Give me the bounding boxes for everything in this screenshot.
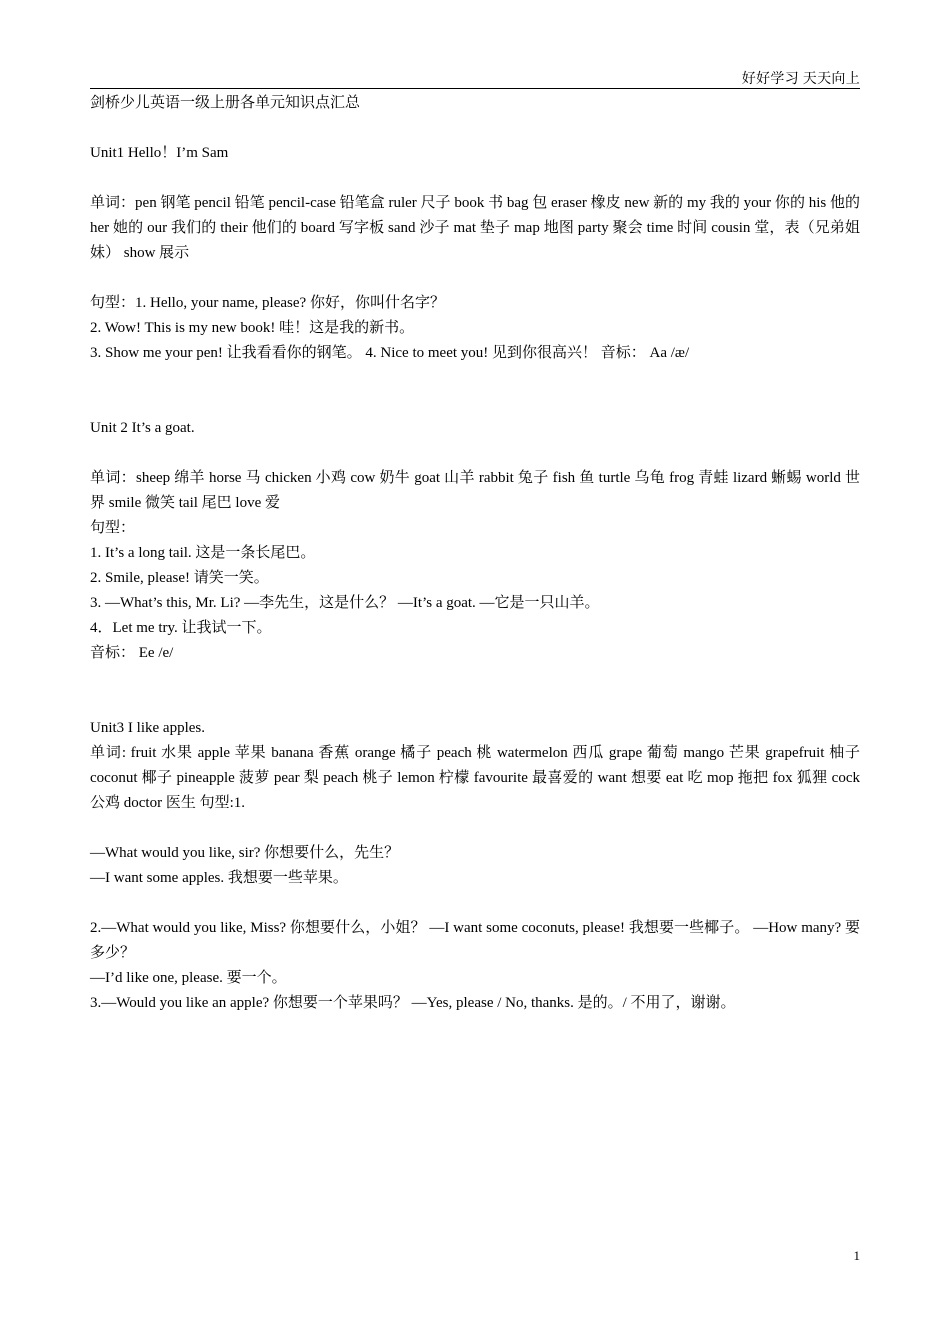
unit1-sentence-2: 2. Wow! This is my new book! 哇！这是我的新书。	[90, 320, 415, 336]
spacer	[90, 266, 860, 291]
unit1-sentence-1: 句型：1. Hello, your name, please? 你好，你叫什名字？	[90, 295, 445, 311]
spacer	[90, 691, 860, 716]
unit2-heading: Unit 2 It’s a goat.	[90, 420, 195, 436]
unit2-sentence-4: 4．Let me try. 让我试一下。	[90, 620, 272, 636]
unit2-phonetic: 音标： Ee /e/	[90, 645, 174, 661]
spacer	[90, 116, 860, 141]
spacer	[90, 391, 860, 416]
unit3-heading: Unit3 I like apples.	[90, 720, 205, 736]
unit2-sentence-label: 句型：	[90, 520, 136, 536]
unit2-sentence-3: 3. —What’s this, Mr. Li? —李先生，这是什么？ —It’s a goat. —它是一只山羊。	[90, 595, 600, 611]
document-body	[90, 91, 860, 1016]
unit1-vocabulary: 单词：pen 钢笔 pencil 铅笔 pencil-case 铅笔盒 ruler 尺子 book 书 bag 包 eraser 橡皮 new 新的 my 我的 your 你的 his 他的 her 她的 our 我们的 their 他们的 board 写字板 sand 沙子 mat 垫子 map 地图 party 聚会 time 时间 cousin 堂，表（兄弟姐妹） show 展示	[90, 195, 860, 261]
spacer	[90, 891, 860, 916]
spacer	[90, 166, 860, 191]
unit2-sentence-1: 1. It’s a long tail. 这是一条长尾巴。	[90, 545, 316, 561]
spacer	[90, 441, 860, 466]
unit1-sentence-3: 3. Show me your pen! 让我看看你的钢笔。 4. Nice to meet you! 见到你很高兴！ 音标： Aa /æ/	[90, 345, 690, 361]
page-number: 1	[853, 1248, 860, 1263]
spacer	[90, 816, 860, 841]
header-motto: 好好学习 天天向上	[741, 72, 860, 87]
unit3-vocabulary: 单词: fruit 水果 apple 苹果 banana 香蕉 orange 橘子 peach 桃 watermelon 西瓜 grape 葡萄 mango 芒果 grapefruit 柚子 coconut 椰子 pineapple 菠萝 pear 梨 peach 桃子 lemon 柠檬 favourite 最喜爱的 want 想要 eat 吃 mop 拖把 fox 狐狸 cock 公鸡 doctor 医生 句型:1.	[90, 745, 860, 811]
unit3-dialogue-2: 2.—What would you like, Miss? 你想要什么，小姐？ —I want some coconuts, please! 我想要一些椰子。 —How many? 要多少？	[90, 920, 860, 961]
unit2-vocabulary: 单词：sheep 绵羊 horse 马 chicken 小鸡 cow 奶牛 goat 山羊 rabbit 兔子 fish 鱼 turtle 乌龟 frog 青蛙 lizard 蜥蜴 world 世界 smile 微笑 tail 尾巴 love 爱	[90, 470, 860, 511]
document-title: 剑桥少儿英语一级上册各单元知识点汇总	[90, 95, 361, 111]
spacer	[90, 366, 860, 391]
unit3-dialogue-1b: —I want some apples. 我想要一些苹果。	[90, 870, 348, 886]
spacer	[90, 666, 860, 691]
header-divider	[90, 88, 860, 89]
unit3-dialogue-1a: —What would you like, sir? 你想要什么，先生？	[90, 845, 400, 861]
unit3-dialogue-3: 3.—Would you like an apple? 你想要一个苹果吗？ —Yes, please / No, thanks. 是的。/ 不用了，谢谢。	[90, 995, 736, 1011]
unit2-sentence-2: 2. Smile, please! 请笑一笑。	[90, 570, 269, 586]
unit1-heading: Unit1 Hello！I’m Sam	[90, 145, 229, 161]
unit3-dialogue-2b: —I’d like one, please. 要一个。	[90, 970, 287, 986]
